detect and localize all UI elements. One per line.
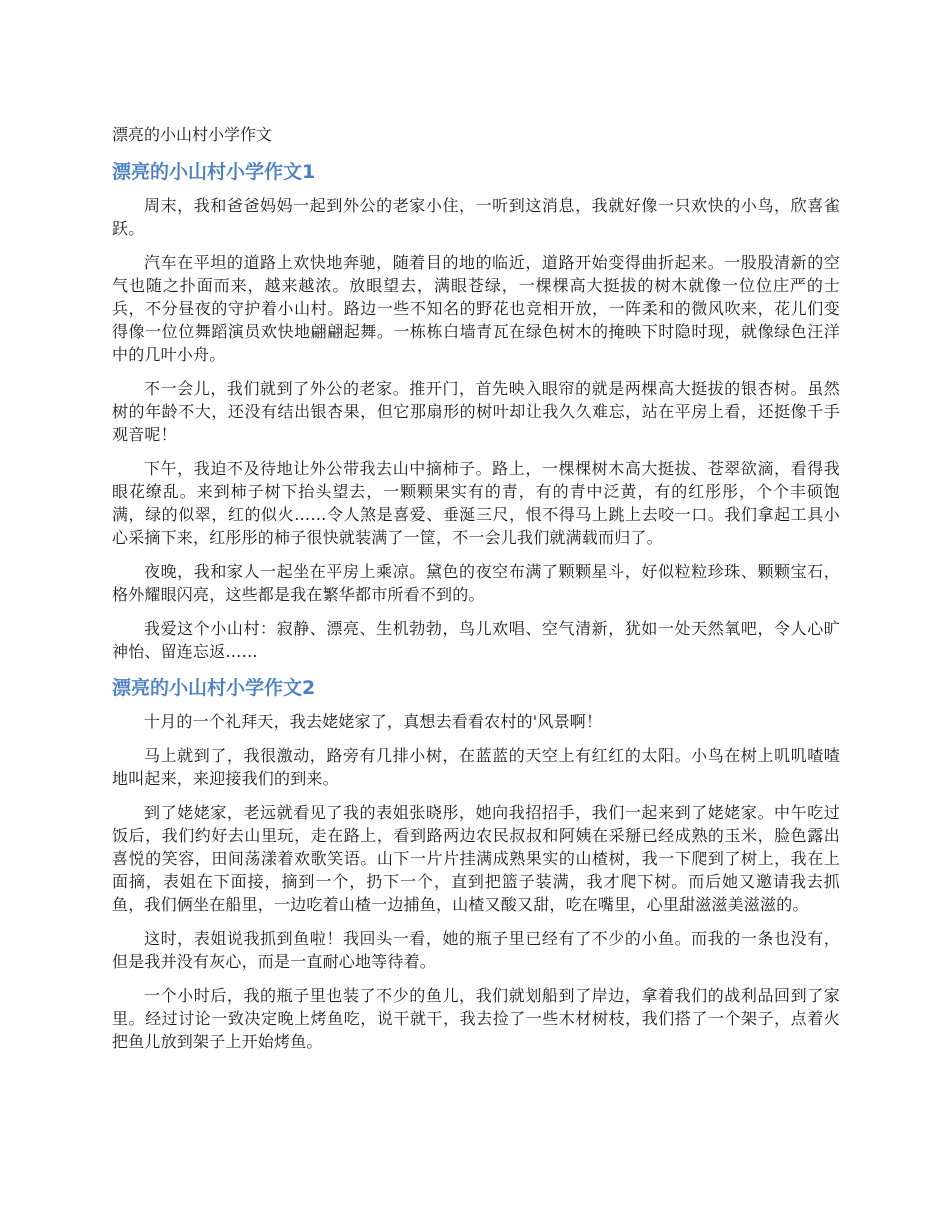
paragraph: 下午，我迫不及待地让外公带我去山中摘柿子。路上，一棵棵树木高大挺拔、苍翠欲滴，看得我眼花缭乱。来到柿子树下抬头望去，一颗颗果实有的青，有的青中泛黄，有的红彤彤，个个丰硕饱满，绿的似翠，红的似火……令人煞是喜爱、垂涎三尺，恨不得马上跳上去咬一口。我们拿起工具小心采摘下来，红彤彤的柿子很快就装满了一筐，不一会儿我们就满载而归了。: [112, 459, 840, 547]
paragraph: 不一会儿，我们就到了外公的老家。推开门，首先映入眼帘的就是两棵高大挺拔的银杏树。虽然树的年龄不大，还没有结出银杏果，但它那扇形的树叶却让我久久难忘，站在平房上看，还挺像千手观音呢！: [112, 379, 840, 444]
paragraph: 周末，我和爸爸妈妈一起到外公的老家小住，一听到这消息，我就好像一只欢快的小鸟，欣喜雀跃。: [112, 196, 840, 238]
paragraph: 一个小时后，我的瓶子里也装了不少的鱼儿，我们就划船到了岸边，拿着我们的战利品回到了家里。经过讨论一致决定晚上烤鱼吃，说干就干，我去捡了一些木材树枝，我们搭了一个架子，点着火把鱼儿放到架子上开始烤鱼。: [112, 986, 840, 1051]
paragraph: 十月的一个礼拜天，我去姥姥家了，真想去看看农村的'风景啊！: [144, 712, 603, 731]
paragraph: 到了姥姥家，老远就看见了我的表姐张晓彤，她向我招招手，我们一起来到了姥姥家。中午吃过饭后，我们约好去山里玩，走在路上，看到路两边农民叔叔和阿姨在采掰已经成熟的玉米，脸色露出喜悦的笑容，田间荡漾着欢歌笑语。山下一片片挂满成熟果实的山楂树，我一下爬到了树上，我在上面摘，表姐在下面接，摘到一个，扔下一个，直到把篮子装满，我才爬下树。而后她又邀请我去抓鱼，我们俩坐在船里，一边吃着山楂一边捕鱼，山楂又酸又甜，吃在嘴里，心里甜滋滋美滋滋的。: [112, 803, 840, 914]
essay-section-2: [112, 674, 840, 1053]
paragraph: 汽车在平坦的道路上欢快地奔驰，随着目的地的临近，道路开始变得曲折起来。一股股清新的空气也随之扑面而来，越来越浓。放眼望去，满眼苍绿，一棵棵高大挺拔的树木就像一位位庄严的士兵，不分昼夜的守护着小山村。路边一些不知名的野花也竞相开放，一阵柔和的微风吹来，花儿们变得像一位位舞蹈演员欢快地翩翩起舞。一栋栋白墙青瓦在绿色树木的掩映下时隐时现，就像绿色汪洋中的几叶小舟。: [112, 253, 840, 364]
paragraph: 夜晚，我和家人一起坐在平房上乘凉。黛色的夜空布满了颗颗星斗，好似粒粒珍珠、颗颗宝石，格外耀眼闪亮，这些都是我在繁华都市所看不到的。: [112, 562, 840, 604]
section-heading: 漂亮的小山村小学作文1: [112, 161, 316, 183]
essay-section-1: [112, 158, 840, 663]
document-title: 漂亮的小山村小学作文: [112, 125, 273, 144]
paragraph: 这时，表姐说我抓到鱼啦！我回头一看，她的瓶子里已经有了不少的小鱼。而我的一条也没有，但是我并没有灰心，而是一直耐心地等待着。: [112, 929, 840, 971]
paragraph: 马上就到了，我很激动，路旁有几排小树，在蓝蓝的天空上有红红的太阳。小鸟在树上叽叽喳喳地叫起来，来迎接我们的到来。: [112, 746, 840, 788]
paragraph: 我爱这个小山村：寂静、漂亮、生机勃勃，鸟儿欢唱、空气清新，犹如一处天然氧吧，令人心旷神怡、留连忘返……: [112, 619, 840, 661]
section-heading: 漂亮的小山村小学作文2: [112, 677, 316, 699]
document-page: [112, 122, 840, 1064]
